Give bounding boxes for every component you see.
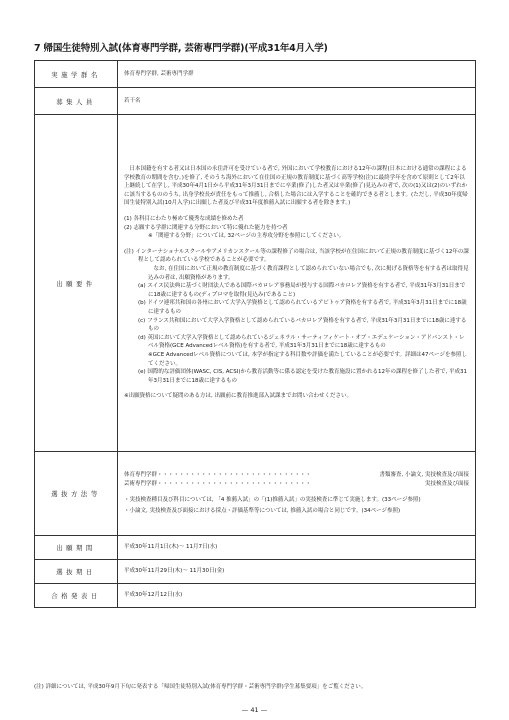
method-arts-name: 芸術専門学群・・・・・・・・・・・・・・・・・・・・・・・・・・・・ — [124, 480, 312, 487]
condition-2: (2) 志願する学群に関連する分野において特に優れた能力を持つ者 — [124, 224, 288, 231]
value-senbatsu — [118, 452, 476, 536]
method-row-sports — [124, 471, 469, 480]
note-intro-2: なお, 在住国において正規の教育制度に基づく教育課程として認められていない場合でも, 次に掲げる資格等を有する者は取得見込みの者は, 出願資格があります。 — [148, 266, 469, 281]
label-shutsugan-kikan: 出願期間 — [35, 536, 118, 560]
qualification-b: (b) ドイツ連邦共和国の各州において大学入学資格として認められているアビトゥア資格を有する者で, 平成31年3月31日までに18歳に達するもの — [138, 300, 467, 315]
qualification-d-note: ※GCE Advancedレベル資格については, 本学が指定する科目数や評価を満たしていることが必要です。詳細は47ページを参照してください。 — [148, 351, 467, 367]
row-boshu — [35, 88, 476, 115]
method-row-arts — [124, 480, 469, 489]
value-gunmei: 体育専門学群, 芸術専門学群 — [118, 61, 476, 88]
footnote-text: (注) 詳細については, 平成30年9月下旬に発表する「帰国生徒特別入試(体育専門学群・芸術専門学群)学生募集要項」をご覧ください。 — [34, 684, 367, 690]
value-gokaku: 平成30年12月12日(水) — [118, 584, 476, 608]
label-senbatsu: 選抜方法等 — [35, 452, 118, 536]
inquiry-note: ※出願資格について疑問のある方は, 出願前に教育推進部入試課までお問い合わせください。 — [124, 393, 352, 400]
value-boshu: 若干名 — [118, 88, 476, 115]
qualification-d: (d) 英国において大学入学資格として認められているジェネラル・サーティフィケート・オブ・エデュケーション・アドバンスト・レベル資格(GCE Advancedレベル資格)を有する者で, 平成31年3月31日までに18歳に達するもの — [138, 334, 465, 350]
condition-2-note: ※「関連する分野」については, 32ページの主専攻分野を参照にしてください。 — [148, 233, 345, 240]
page-title: 7 帰国生徒特別入試(体育専門学群, 芸術専門学群)(平成31年4月入学) — [34, 43, 328, 54]
value-senbatsu-bi: 平成30年11月29日(木)～ 11月30日(金) — [118, 560, 476, 584]
row-gunmei — [35, 61, 476, 88]
label-senbatsu-bi: 選抜期日 — [35, 560, 118, 584]
eligibility-intro: 日本国籍を有する者又は日本国の永住許可を受けている者で, 外国において学校教育における12年の課程(日本における通常の課程による学校教育の期間を含む。)を修了, そのうち海外において在住国の正規の教育制度に基づく高等学校(注)に最終学年を含めて原則として2年以上継続して在学し, 平成30年4月1日から平成31年3月31日までに卒業(修了)した者又は卒業(修了)見込みの者で, 次の(1)又は(2)のいずれかに該当するもののうち, 出身学校長が責任をもって推薦し, 合格した場合には入学することを確約できる者とします。(ただし, 平成30年度帰国生徒特別入試(10月入学)に出願した者及び平成31年度推薦入試に出願する者を除きます。) — [124, 166, 468, 207]
row-senbatsu — [35, 452, 476, 536]
qualification-a: (a) スイス民法典に基づく財団法人である国際バカロレア事務局が授与する国際バカロレア資格を有する者で, 平成31年3月31日までに18歳に達するもの(ディプロマを取得(見込み)であること) — [138, 283, 466, 298]
label-gunmei: 実施学群名 — [35, 61, 118, 88]
row-shutsugan-kikan — [35, 536, 476, 560]
value-shutsugan-kikan: 平成30年11月1日(木)～ 11月7日(水) — [118, 536, 476, 560]
label-boshu: 募集人員 — [35, 88, 118, 115]
method-sports-detail: 書類審査, 小論文, 実技検査及び面接 — [379, 472, 469, 479]
method-arts-detail: 実技検査及び面接 — [424, 480, 469, 487]
qualification-c: (c) フランス共和国において大学入学資格として認められているバカロレア資格を有する者で, 平成31年3月31日までに18歳に達するもの — [138, 317, 467, 333]
requirements-table — [34, 60, 476, 608]
method-bullet-1: ・実技検査種目及び科目については, 「4 推薦入試」の「(1)推薦入試」の実技検査に準じて実施します。(33ページ参照) — [124, 496, 421, 503]
label-shutsugan: 出願要件 — [35, 115, 118, 452]
row-shutsugan — [35, 115, 476, 452]
method-bullet-2: ・小論文, 実技検査及び面接における採点・評価基準等については, 推薦入試の場合と同じです。(34ページ参照) — [124, 508, 401, 515]
note-intro: (注) インターナショナルスクールやアメリカンスクール等の課程修了の場合は, 当該学校が在住国において正規の教育制度に基づく12年の課程として認められている学校であることが必要です。 — [124, 248, 469, 264]
page-number: — 41 — — [241, 706, 268, 714]
condition-1: (1) 各科目にわたり極めて優秀な成績を修めた者 — [124, 216, 244, 223]
value-shutsugan — [118, 115, 476, 452]
method-sports-name: 体育専門学群・・・・・・・・・・・・・・・・・・・・・・・・・・・・ — [124, 472, 312, 479]
row-senbatsu-bi — [35, 560, 476, 584]
footnote — [34, 683, 474, 691]
row-gokaku — [35, 584, 476, 608]
label-gokaku: 合格発表日 — [35, 584, 118, 608]
qualification-e: (e) 国際的な評価団体(WASC, CIS, ACSI)から教育活動等に係る認定を受けた教育施設に置かれる12年の課程を修了した者で, 平成31年3月31日までに18歳に達するもの — [138, 369, 468, 384]
